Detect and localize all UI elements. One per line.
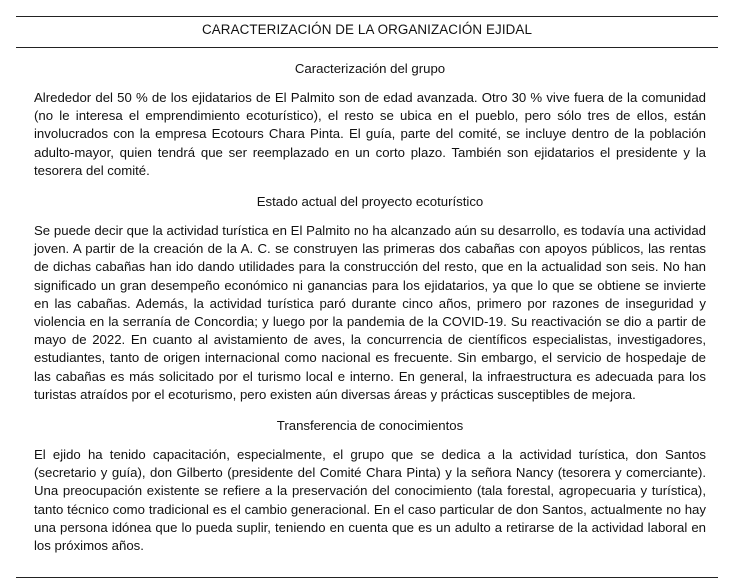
section-knowledge-transfer [34, 417, 706, 555]
section-heading: Estado actual del proyecto ecoturístico [256, 194, 484, 210]
section-ecotourism-status [34, 193, 706, 404]
section-paragraph: Se puede decir que la actividad turística en El Palmito no ha alcanzado aún su desarrollo, es todavía una actividad joven. A partir de la creación de la A. C. se construyen las primeras dos cabañas con apoyos públicos, las rentas de dichas cabañas han ido dando utilidades para la construcción del resto, que en la actualidad son seis. No han significado un gran desempeño económico ni ganancias para los ejidatarios, ya que lo que se obtiene se invierte en las cabañas. Además, la actividad turística paró durante cinco años, primero por razones de inseguridad y violencia en la serranía de Concordia; y luego por la pandemia de la COVID-19. Su reactivación se dio a partir de mayo de 2022. En cuanto al avistamiento de aves, la concurrencia de científicos especialistas, investigadores, estudiantes, tanto de origen internacional como nacional es frecuente. Sin embargo, el servicio de hospedaje de las cabañas es más solicitado por el turismo local e interno. En general, la infraestructura es adecuada para los turistas atraídos por el ecoturismo, pero existen aún diversas áreas y prácticas susceptibles de mejora. [34, 223, 706, 402]
table-top-rule [16, 16, 718, 17]
section-heading: Caracterización del grupo [294, 61, 446, 76]
table-header-rule [16, 47, 718, 48]
section-paragraph: El ejido ha tenido capacitación, especialmente, el grupo que se dedica a la actividad turística, don Santos (secretario y guía), don Gilberto (presidente del Comité Chara Pinta) y la señora Nancy (tesorera y comerciante). Una preocupación existente se refiere a la preservación del conocimiento (tala forestal, agropecuaria y turística), tanto técnico como tradicional es el cambio generacional. En el caso particular de don Santos, actualmente no hay una persona idónea que lo pueda suplir, teniendo en cuenta que es un adulto a retirarse de la actividad laboral en los próximos años. [34, 447, 706, 554]
table-body [34, 60, 706, 568]
section-heading: Transferencia de conocimientos [276, 418, 464, 434]
table-title: CARACTERIZACIÓN DE LA ORGANIZACIÓN EJIDAL [202, 22, 532, 37]
section-paragraph: Alrededor del 50 % de los ejidatarios de El Palmito son de edad avanzada. Otro 30 % vive fuera de la comunidad (no le interesa el emprendimiento ecoturístico), el resto se ubica en el pueblo, pero sólo tres de ellos, están involucrados con la empresa Ecotours Chara Pinta. El guía, parte del comité, se incluye dentro de la población adulto-mayor, quien tendrá que ser reemplazado en un corto plazo. También son ejidatarios el presidente y la tesorera del comité. [34, 90, 706, 178]
section-group-characterization [34, 60, 706, 180]
table-bottom-rule [16, 577, 718, 578]
